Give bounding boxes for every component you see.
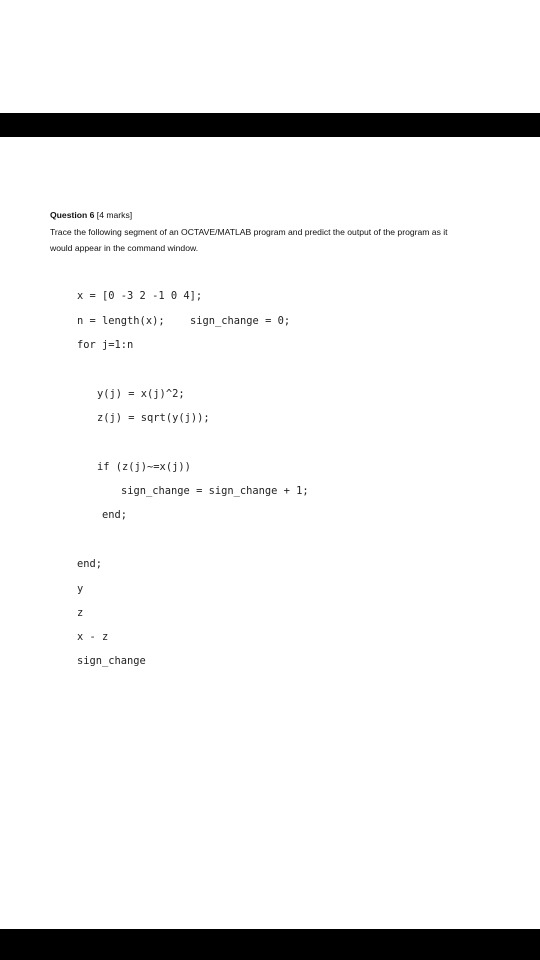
code-line-3: for j=1:n (77, 339, 134, 351)
question-header (50, 209, 132, 221)
bottom-black-bar (0, 929, 540, 960)
code-line-2a: n = length(x); (77, 315, 165, 327)
instruction-line-2: would appear in the command window. (50, 242, 199, 253)
code-line-7: sign_change = sign_change + 1; (121, 485, 309, 497)
code-line-4: y(j) = x(j)^2; (97, 388, 185, 400)
code-line-6: if (z(j)~=x(j)) (97, 461, 191, 473)
question-title: Question 6 (50, 210, 95, 220)
code-line-2b: sign_change = 0; (190, 315, 291, 327)
code-line-10: y (77, 583, 84, 595)
code-line-9: end; (77, 558, 103, 570)
question-instructions (50, 225, 520, 256)
code-line-5: z(j) = sqrt(y(j)); (97, 412, 210, 424)
code-line-1: x = [0 -3 2 -1 0 4]; (77, 290, 203, 302)
code-line-8: end; (102, 509, 128, 521)
code-line-12: x - z (77, 631, 109, 643)
question-marks: [4 marks] (94, 210, 133, 220)
instruction-line-1: Trace the following segment of an OCTAVE/MATLAB program and predict the output of the program as it (50, 227, 448, 237)
code-line-11: z (77, 607, 84, 619)
code-line-13: sign_change (77, 655, 146, 667)
top-black-bar (0, 113, 540, 137)
